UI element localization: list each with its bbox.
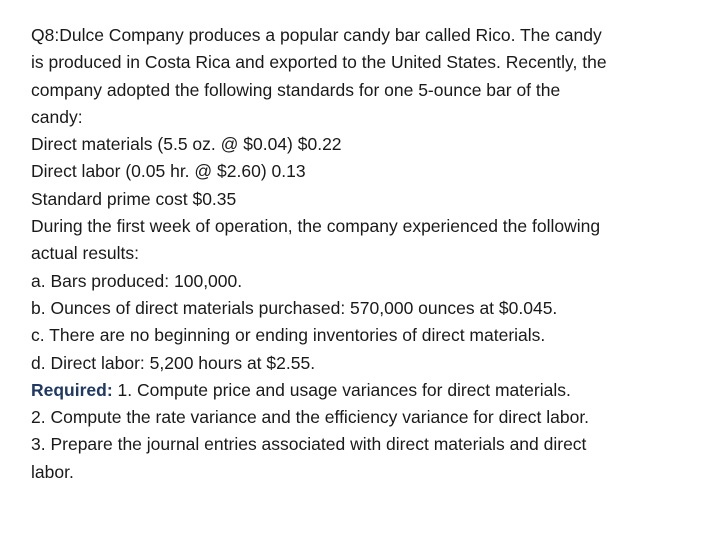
- result-item-b: b. Ounces of direct materials purchased: 570,000 ounces at $0.045.: [31, 297, 558, 318]
- intro-line: is produced in Costa Rica and exported to the United States. Recently, the: [31, 52, 607, 73]
- intro-line: Q8:Dulce Company produces a popular candy bar called Rico. The candy: [31, 25, 602, 45]
- results-intro-line: During the first week of operation, the company experienced the following: [31, 216, 601, 237]
- standard-prime-cost: Standard prime cost $0.35: [31, 188, 237, 209]
- required-label: Required:: [31, 379, 113, 400]
- required-item-1: 1. Compute price and usage variances for direct materials.: [112, 379, 571, 400]
- result-item-c: c. There are no beginning or ending inventories of direct materials.: [31, 325, 546, 346]
- required-line: [31, 377, 693, 404]
- results-intro-line: actual results:: [31, 243, 139, 264]
- standard-direct-materials: Direct materials (5.5 oz. @ $0.04) $0.22: [31, 134, 342, 155]
- standard-direct-labor: Direct labor (0.05 hr. @ $2.60) 0.13: [31, 161, 306, 182]
- intro-line: candy:: [31, 106, 83, 127]
- problem-text: [31, 22, 693, 486]
- result-item-d: d. Direct labor: 5,200 hours at $2.55.: [31, 352, 316, 373]
- required-item-2: 2. Compute the rate variance and the efficiency variance for direct labor.: [31, 407, 590, 428]
- intro-line: company adopted the following standards for one 5-ounce bar of the: [31, 79, 561, 100]
- result-item-a: a. Bars produced: 100,000.: [31, 270, 243, 291]
- required-item-3: 3. Prepare the journal entries associated with direct materials and direct: [31, 434, 587, 455]
- required-item-3-cont: labor.: [31, 461, 74, 482]
